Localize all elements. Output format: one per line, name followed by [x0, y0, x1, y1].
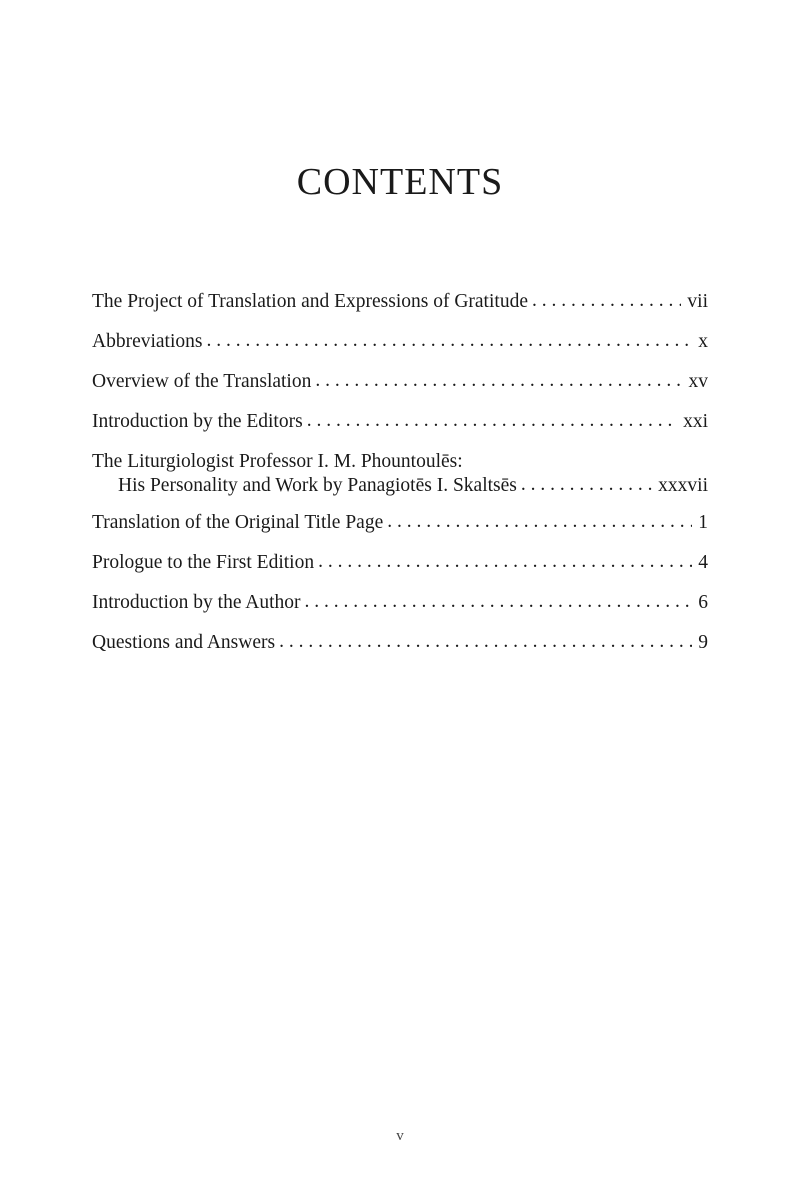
toc-page-number: 1: [698, 512, 708, 533]
dot-leader: [206, 329, 692, 353]
toc-entry[interactable]: [92, 591, 708, 615]
toc-entry[interactable]: [92, 551, 708, 575]
toc-entry-title: The Project of Translation and Expressions of Gratitude: [92, 291, 528, 312]
toc-entry-title: Abbreviations: [92, 331, 203, 352]
toc-entry-title: Prologue to the First Edition: [92, 552, 315, 573]
toc-entry-title: Overview of the Translation: [92, 371, 312, 392]
toc-entry[interactable]: [92, 631, 708, 655]
toc-entry-title: Introduction by the Author: [92, 592, 301, 613]
toc-entry[interactable]: [92, 290, 708, 314]
toc-entry-title: Questions and Answers: [92, 632, 276, 653]
toc-entry[interactable]: [92, 410, 708, 434]
dot-leader: [521, 473, 652, 497]
toc-entry-title: Translation of the Original Title Page: [92, 512, 384, 533]
dot-leader: [532, 289, 681, 313]
toc-page-number: xv: [688, 371, 708, 392]
dot-leader: [387, 510, 692, 534]
dot-leader: [305, 590, 693, 614]
dot-leader: [315, 369, 682, 393]
toc-entry[interactable]: [92, 370, 708, 394]
dot-leader: [307, 409, 677, 433]
toc-entry[interactable]: [92, 450, 708, 498]
dot-leader: [318, 550, 692, 574]
toc-page-number: xxxvii: [658, 475, 708, 496]
toc-page-number: 4: [698, 552, 708, 573]
toc-entry-title: Introduction by the Editors: [92, 411, 303, 432]
toc-page-number: x: [698, 331, 708, 352]
toc-entry-title: [92, 450, 517, 498]
toc-entry[interactable]: [92, 330, 708, 354]
toc-page-number: 6: [698, 592, 708, 613]
toc-entry-title-line2: His Personality and Work by Panagiotēs I. Skaltsēs: [118, 475, 517, 496]
table-of-contents: [92, 290, 708, 671]
toc-page-number: xxi: [683, 411, 708, 432]
page-number-folio: v: [396, 1128, 404, 1144]
toc-page-number: 9: [698, 632, 708, 653]
dot-leader: [279, 630, 692, 654]
page-title: CONTENTS: [296, 161, 504, 203]
toc-entry-title-line1: The Liturgiologist Professor I. M. Phountoulēs:: [92, 451, 463, 472]
toc-page-number: vii: [687, 291, 708, 312]
toc-entry[interactable]: [92, 511, 708, 535]
